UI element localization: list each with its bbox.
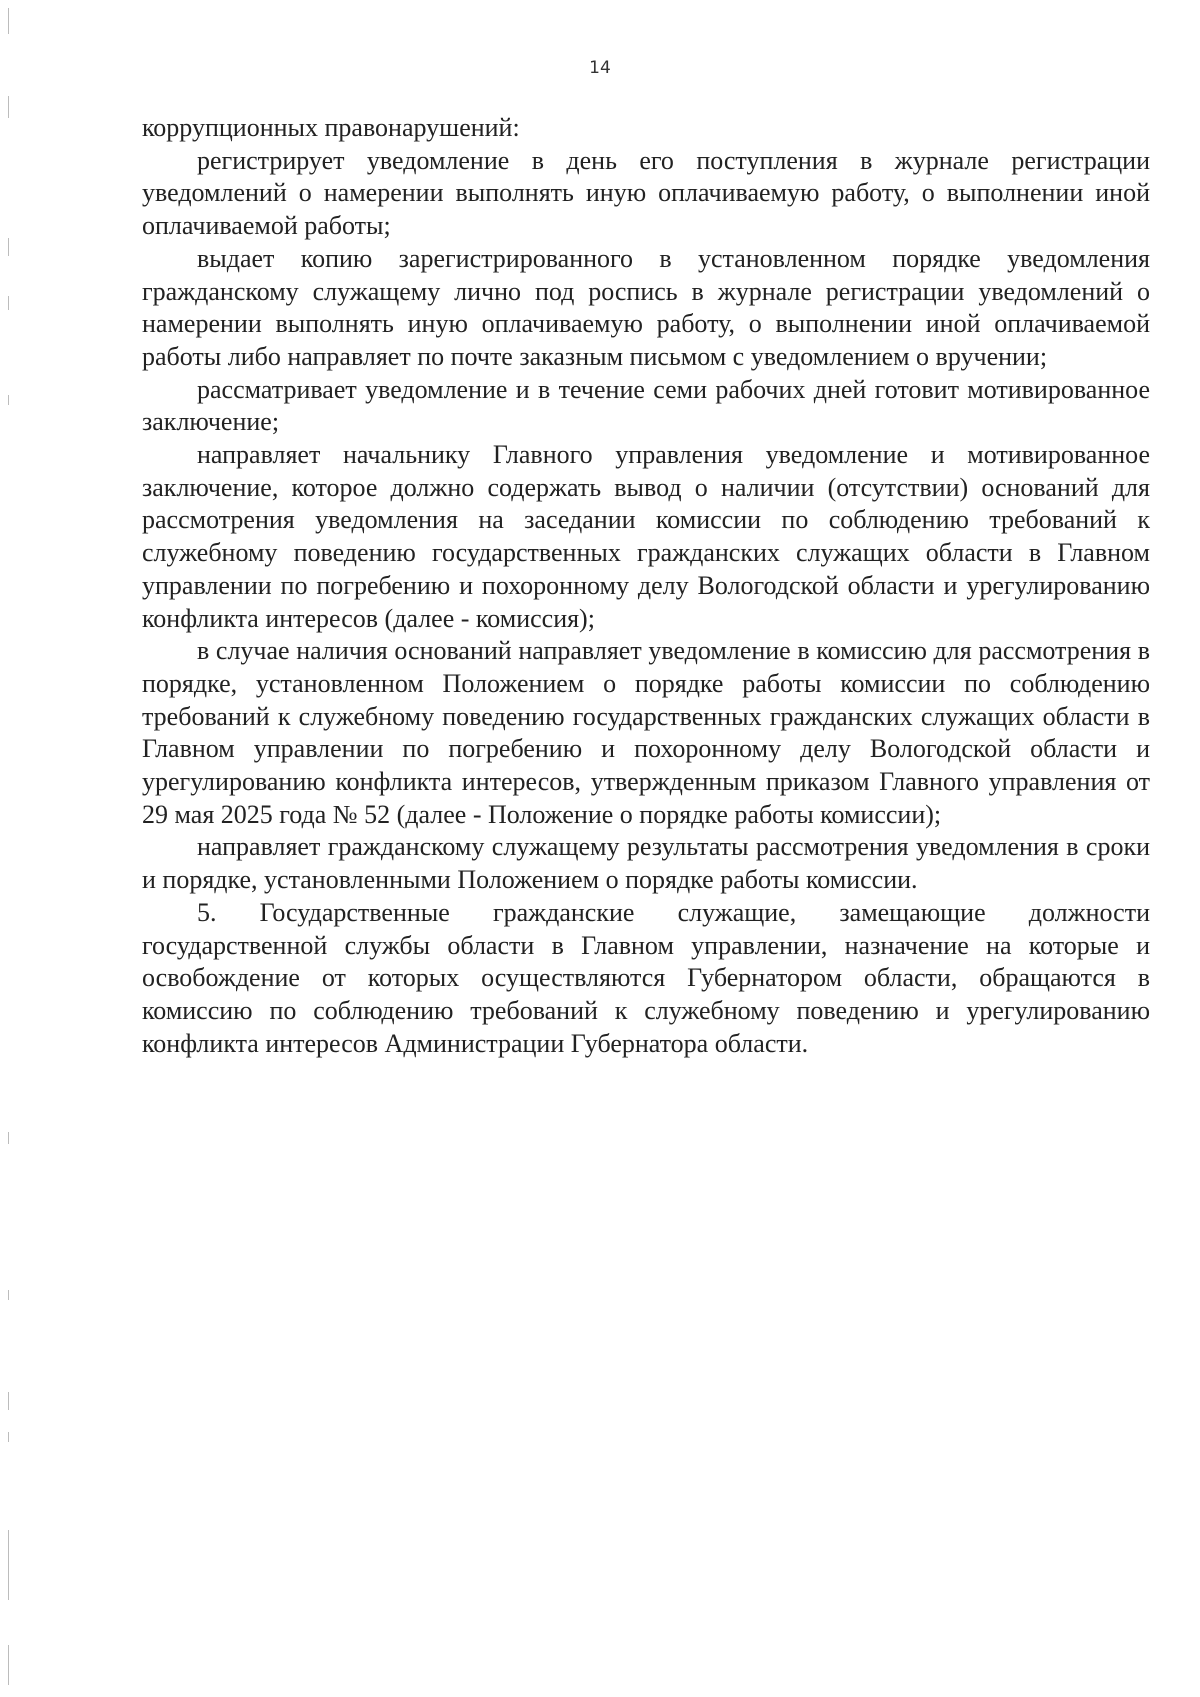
paragraph-item-5: 5. Государственные гражданские служащие, замещающие должности государственной службы области в Главном управлении, назначение на которые и освобождение от которых осуществляются Губернатором области, обращаются в комиссию по соблюдению требований к служебному поведению и урегулированию конфликта интересов Администрации Губернатора области. — [142, 897, 1150, 1058]
paragraph-commission-referral: в случае наличия оснований направляет уведомление в комиссию для рассмотрения в порядке, установленном Положением о порядке работы комиссии по соблюдению требований к служебному поведению государственных гражданских служащих области в Главном управлении по погребению и похоронному делу Вологодской области и урегулированию конфликта интересов, утвержденным приказом Главного управления от 29 мая 2025 года № 52 (далее - Положение о порядке работы комиссии); — [142, 636, 1150, 829]
paragraph-results: направляет гражданскому служащему результаты рассмотрения уведомления в сроки и порядке, установленными Положением о порядке работы комиссии. — [142, 832, 1150, 895]
paragraph-registration: регистрирует уведомление в день его поступления в журнале регистрации уведомлений о намерении выполнять иную оплачиваемую работу, о выполнении иной оплачиваемой работы; — [142, 145, 1150, 241]
paragraph-continuation: коррупционных правонарушений: — [142, 113, 520, 142]
document-body — [142, 112, 1150, 1060]
paragraph-copy-issue: выдает копию зарегистрированного в установленном порядке уведомления гражданскому служащему лично под роспись в журнале регистрации уведомлений о намерении выполнять иную оплачиваемую работу, о выполнении иной оплачиваемой работы либо направляет по почте заказным письмом с уведомлением о вручении; — [142, 243, 1150, 371]
paragraph-review: рассматривает уведомление и в течение семи рабочих дней готовит мотивированное заключение; — [142, 374, 1150, 437]
scan-edge-marks — [8, 0, 12, 1697]
page-number: 14 — [589, 58, 611, 78]
paragraph-forward-to-head: направляет начальнику Главного управления уведомление и мотивированное заключение, которое должно содержать вывод о наличии (отсутствии) оснований для рассмотрения уведомления на заседании комиссии по соблюдению требований к служебному поведению государственных гражданских служащих области в Главном управлении по погребению и похоронному делу Вологодской области и урегулированию конфликта интересов (далее - комиссия); — [142, 440, 1150, 633]
